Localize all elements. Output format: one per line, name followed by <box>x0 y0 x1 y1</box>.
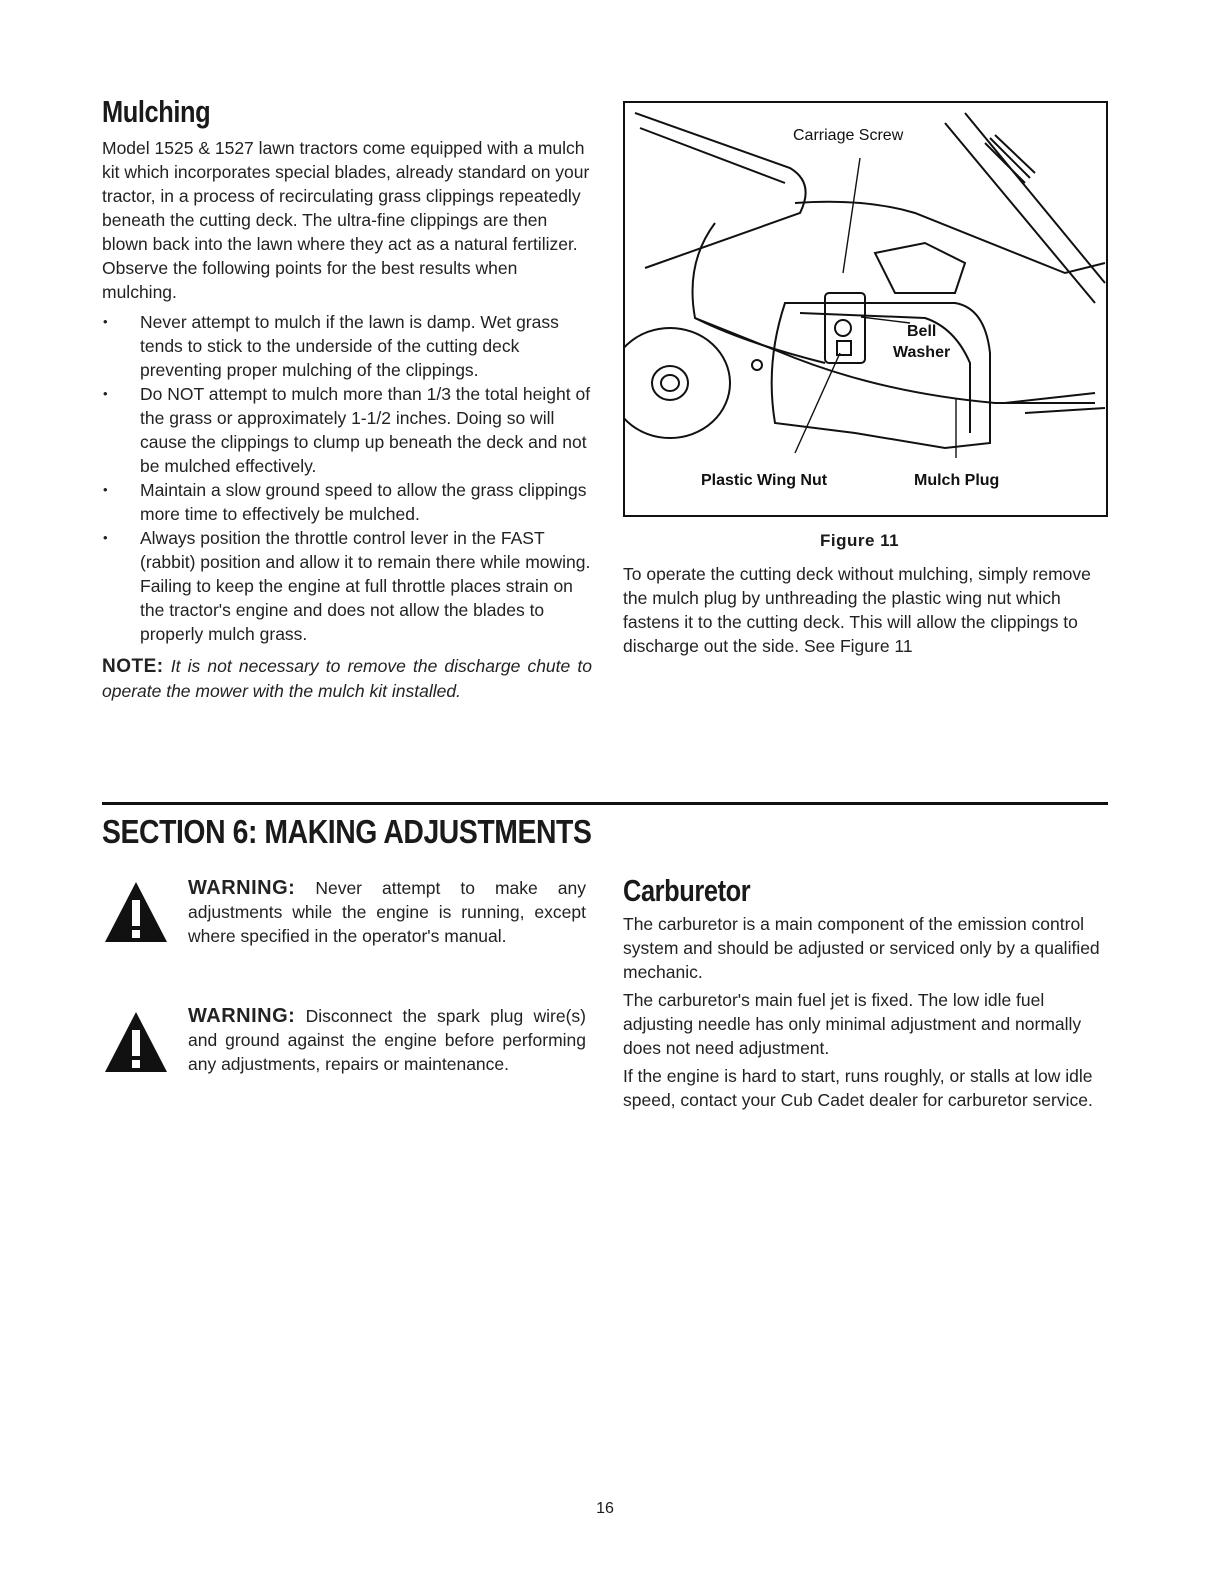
wheel <box>625 328 730 438</box>
note-label: NOTE: <box>102 656 164 677</box>
warning-2 <box>188 1004 586 1076</box>
warning-triangle-icon <box>103 880 169 944</box>
diagonal-bar <box>945 113 1105 303</box>
warning-2-text: Disconnect the spark plug wire(s) and ground against the engine before performing any adjustments, repairs or maintenance. <box>188 1006 586 1074</box>
warning-1-label: WARNING: <box>188 877 296 899</box>
mulching-heading: Mulching <box>102 94 211 129</box>
mulching-bullet: • Maintain a slow ground speed to allow the grass clippings more time to effectively be mulched. <box>102 478 592 526</box>
mulching-body <box>102 136 592 703</box>
small-hole <box>752 360 762 370</box>
label-washer: Washer <box>893 344 951 361</box>
mulching-intro: Model 1525 & 1527 lawn tractors come equipped with a mulch kit which incorporates special blades, already standard on your tractor, in a process of recirculating grass clippings repeatedly beneath the cutting deck. The ultra-fine clippings are then blown back into the lawn where they act as a natural fertilizer. Observe the following points for the best results when mulching. <box>102 138 590 302</box>
figure-description: To operate the cutting deck without mulching, simply remove the mulch plug by unthreading the plastic wing nut which fastens it to the cutting deck. This will allow the clippings to discharge out the side. See Figure 11 <box>623 564 1091 656</box>
warning-1-text: Never attempt to make any adjustments while the engine is running, except where specified in the operator's manual. <box>188 878 586 946</box>
spring <box>985 135 1035 183</box>
section-title: SECTION 6: MAKING ADJUSTMENTS <box>102 813 592 850</box>
section-divider <box>102 802 1108 805</box>
carburetor-body <box>623 912 1108 1112</box>
warning-triangle-icon <box>103 1010 169 1074</box>
note-text: It is not necessary to remove the discharge chute to operate the mower with the mulch kit installed. <box>102 656 592 701</box>
label-bell: Bell <box>907 323 937 340</box>
warning-1 <box>188 876 586 948</box>
page-number: 16 <box>596 1500 614 1517</box>
mechanism <box>875 243 965 293</box>
carburetor-heading: Carburetor <box>623 873 751 908</box>
mulch-plug-plate <box>772 303 990 448</box>
warning-2-label: WARNING: <box>188 1005 296 1027</box>
figure-11-frame <box>623 101 1108 517</box>
mulch-kit-illustration <box>625 103 1106 515</box>
figure-caption: Figure 11 <box>820 531 900 550</box>
label-carriage-screw: Carriage Screw <box>793 127 904 144</box>
bell-washer <box>835 320 851 336</box>
mulching-bullet-list <box>102 310 592 646</box>
deck-top-outline <box>795 202 1105 273</box>
carburetor-paragraph: The carburetor is a main component of the emission control system and should be adjusted or serviced only by a qualified mechanic. <box>623 914 1100 982</box>
carburetor-paragraph: The carburetor's main fuel jet is fixed. The low idle fuel adjusting needle has only minimal adjustment and normally does not need adjustment. <box>623 990 1082 1058</box>
mulching-bullet: • Do NOT attempt to mulch more than 1/3 the total height of the grass or approximately 1-1/2 inches. Doing so will cause the clippings to clump up beneath the deck and not be mulched effectively. <box>102 382 592 478</box>
leader-carriage-screw <box>843 158 860 273</box>
mulching-bullet: • Never attempt to mulch if the lawn is damp. Wet grass tends to stick to the underside of the cutting deck preventing proper mulching of the clippings. <box>102 310 592 382</box>
tractor-body-line <box>640 128 785 183</box>
label-plastic-wing-nut: Plastic Wing Nut <box>701 472 828 489</box>
label-mulch-plug: Mulch Plug <box>914 472 1000 489</box>
mulching-bullet: • Always position the throttle control lever in the FAST (rabbit) position and allow it to remain there while mowing. Failing to keep the engine at full throttle places strain on the tractor's engine and does not allow the blades to properly mulch grass. <box>102 526 592 646</box>
leader-wing-nut <box>795 353 840 453</box>
wheel-hub <box>652 366 688 400</box>
carburetor-paragraph: If the engine is hard to start, runs roughly, or stalls at low idle speed, contact your Cub Cadet dealer for carburetor service. <box>623 1066 1093 1110</box>
wheel-hub-inner <box>661 375 679 391</box>
wing-nut <box>837 341 851 355</box>
mulching-note <box>102 654 592 703</box>
